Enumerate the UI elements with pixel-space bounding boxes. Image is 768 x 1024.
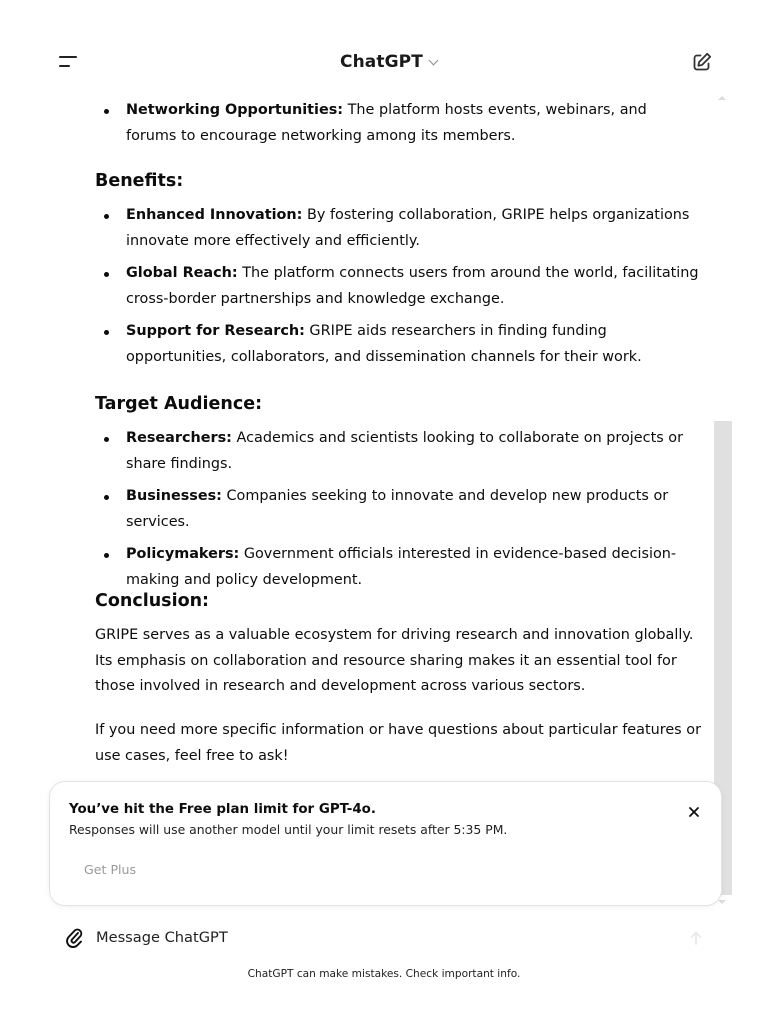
- menu-icon: [59, 56, 77, 58]
- close-button[interactable]: [684, 802, 704, 822]
- plan-limit-notice: [49, 781, 722, 906]
- close-icon: [684, 802, 704, 822]
- list-item: [95, 426, 701, 477]
- list-term: Networking Opportunities:: [126, 102, 344, 118]
- menu-button[interactable]: [52, 46, 84, 78]
- list-text: Government officials interested in evidence-based decision-making and policy development.: [126, 546, 677, 588]
- arrow-up-icon: [684, 926, 708, 950]
- list-term: Enhanced Innovation:: [126, 207, 303, 223]
- scroll-down-arrow[interactable]: [718, 900, 726, 904]
- disclaimer: ChatGPT can make mistakes. Check important info.: [247, 968, 521, 980]
- paragraph: GRIPE serves as a valuable ecosystem for driving research and innovation globally. Its emphasis on collaboration and resource sharing makes it an essential tool for those involved in research and development across various sectors.: [95, 627, 694, 695]
- get-plus-button[interactable]: Get Plus: [84, 862, 137, 877]
- send-button[interactable]: [684, 926, 708, 950]
- section-heading: Target Audience:: [95, 394, 263, 414]
- list-text: By fostering collaboration, GRIPE helps organizations innovate more effectively and efficiently.: [126, 207, 690, 249]
- list-item: [95, 203, 701, 254]
- list-item: [95, 261, 701, 312]
- list-item: [95, 98, 701, 149]
- notice-subtitle: Responses will use another model until your limit resets after 5:35 PM.: [69, 822, 508, 837]
- new-chat-button[interactable]: [688, 48, 716, 76]
- menu-icon-line: [59, 65, 70, 67]
- edit-icon: [688, 48, 716, 76]
- paragraph: If you need more specific information or have questions about particular features or use cases, feel free to ask!: [95, 722, 701, 764]
- model-selector[interactable]: [340, 48, 437, 76]
- notice-title: You’ve hit the Free plan limit for GPT-4o.: [69, 802, 376, 817]
- list-text: Companies seeking to innovate and develop new products or services.: [126, 488, 669, 530]
- list-text: Academics and scientists looking to collaborate on projects or share findings.: [126, 430, 684, 472]
- message-input[interactable]: [96, 924, 676, 950]
- list-term: Global Reach:: [126, 265, 238, 282]
- list-text: The platform connects users from around the world, facilitating cross-border partnerships and knowledge exchange.: [126, 265, 699, 307]
- section-heading: Conclusion:: [95, 591, 210, 611]
- list-text: The platform hosts events, webinars, and forums to encourage networking among its members.: [126, 102, 647, 144]
- attach-button[interactable]: [64, 926, 84, 948]
- top-bar: [0, 0, 768, 96]
- list-item: [95, 484, 701, 535]
- list-term: Businesses:: [126, 488, 222, 505]
- list-item: [95, 319, 701, 370]
- conversation: [0, 96, 768, 776]
- list-item: [95, 542, 701, 593]
- section-heading: Benefits:: [95, 171, 184, 191]
- chevron-down-icon: [428, 55, 438, 65]
- list-term: Support for Research:: [126, 323, 305, 340]
- model-name: ChatGPT: [340, 52, 423, 72]
- paperclip-icon: [64, 926, 84, 948]
- list-term: Policymakers:: [126, 546, 240, 563]
- list-term: Researchers:: [126, 430, 232, 446]
- composer: [50, 918, 722, 958]
- list-text: GRIPE aids researchers in finding funding opportunities, collaborators, and dissemination channels for their work.: [126, 323, 642, 365]
